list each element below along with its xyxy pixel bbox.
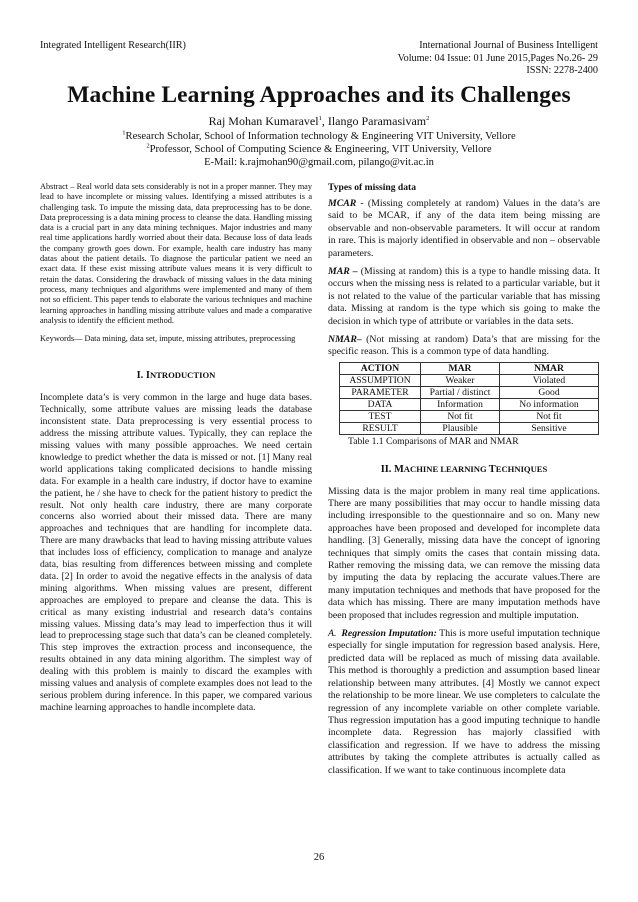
section-1-title-initial: I [145, 370, 150, 382]
nmar-text: (Not missing at random) Data’s that are missing for the specific reason. This is a common type of data handling. [328, 333, 600, 358]
author-emails: E-Mail: k.rajmohan90@gmail.com, pilango@vit.ac.in [204, 157, 434, 168]
right-column [328, 182, 600, 783]
subsection-a-title: Regression Imputation: [341, 628, 437, 640]
section-2-title-rest: ECHNIQUES [495, 463, 548, 474]
affiliation-2-mark: 2 [146, 142, 150, 150]
regression-paragraph [328, 628, 600, 777]
author-2-affil-mark: 2 [426, 115, 430, 122]
mcar-term: MCAR - [328, 197, 364, 209]
abstract: Abstract – Real world data sets considerably is not in a proper manner. They may lead to have incomplete or missing values. Identifying a missed attributes is a challenging task. To impute the missing data, data preprocessing has to be done. Data preprocessing is a data mining process to cleanse the data. Handling missing data is a crucial part in any data mining techniques. Major industries and many real time applications hardly worried about their data. Because loss of data leads the company growth goes down. For example, health care industry has many datas about the patient details. To diagnose the particular patient we need an exact data. If these exist missing attribute values means it is very difficult to retain the datas. Considering the drawback of missing values in the data mining process, many techniques and algorithms were implemented and many of them not so efficient. This paper tends to elaborate the various techniques and machine learning approaches in handling missing attribute values and made a comparative analysis to identify the efficient method. [40, 182, 312, 325]
table-cell: Good [500, 386, 599, 398]
section-2-body: Missing data is the major problem in many real time applications. There are many possibilities that may occur to handle missing data including irresponsible to the questionnaire and so on. Many new approaches have been proposed and developed for incomplete data handling. [3] Generally, missing data have the concept of ignoring techniques that simply omits the cases that contain missing data. Rather removing the missing data, we can remove the missing data by imputing the data by replacing the accurate values.There are many imputation techniques and methods that have proposed for the data which has missing. There are many imputation methods have been proposed that includes regression and multiple imputation. [328, 485, 600, 621]
table-caption: Table 1.1 Comparisons of MAR and NMAR [348, 435, 519, 447]
section-2-title-initial-2: T [488, 463, 496, 475]
subsection-a-label: A. [328, 628, 337, 640]
table-row [340, 374, 599, 386]
affiliation-2 [0, 144, 638, 157]
table-row [340, 386, 599, 398]
table-header: ACTION [340, 362, 421, 374]
table-header-row [340, 362, 599, 374]
author-list [0, 114, 638, 128]
mar-paragraph [328, 266, 600, 328]
affiliation-1-mark: 1 [122, 129, 126, 137]
mcar-text: (Missing completely at random) Values in the data’s are said to be MCAR, if any of the data item being missing are observable and non-observable parameters. It will occur at random in rare. This is majorly identified in observable and non – observable parameters. [328, 197, 601, 259]
table-cell: Not fit [500, 410, 599, 422]
table-cell: Weaker [421, 374, 500, 386]
table-cell: PARAMETER [340, 386, 421, 398]
table-cell: Partial / distinct [421, 386, 500, 398]
mcar-paragraph [328, 198, 600, 260]
journal-issn: ISSN: 2278-2400 [526, 65, 598, 77]
section-1-title-rest: NTRODUCTION [149, 370, 216, 381]
table-cell: Information [421, 398, 500, 410]
subsection-a-text: This is more useful imputation technique especially for single imputation for regression based analysis. Here, predicted data will be replaced as much of missing data available. This method is thoroughly a prediction and assumption based linear relationship between many attributes. [4] Mostly we cannot expect the relationship to be more linear. We use completers to calculate the regression of any incomplete variable on other complete variable. Thus regression imputation has a good imputing technique to handle incomplete data. Regression has majorly classified with classification and regression. If we have to address the missing attributes by taking the complete attributes is actually called as classification. If we want to take continuous incomplete data [328, 628, 600, 776]
author-name-2: Ilango Paramasivam [327, 114, 427, 128]
introduction-body: Incomplete data’s is very common in the large and huge data bases. Technically, some attribute values are missing leads the database inconsistent state. Data preprocessing is very essential process to address the missing attribute values. Typically, they can replace the missing values with many possible approaches. We need certain knowledge to predict whether the data is missed or not. [1] Many real world applications taking complicated decisions to handle missing data. For example in a health care industry, if doctor have to examine the patient, he / she have to check for the patient history to predict the result. Not only health care industry, there are many corporate concerns also worried about their missed data. There are many approaches and techniques that are handling for incomplete data. There are many drawbacks that lead to having missing attribute values that includes loss of efficiency, complication to manage and analyze data, bias resulting from differences between missing and complete data. [2] In order to avoid the negative effects in the analysis of data mining algorithms. When missing values are present, different approaches are employed to prepare and cleanse the data. This is critical as many existing industrial and research data’s contains missing values. Missing data’s may lead to imperfection thus it will lead to preprocessing stage such that data’s can be cleaned completely. This step improves the extraction process and inconsequence, the results obtained in any data mining algorithm. The simplest way of dealing with this problem is mainly to discard the examples with missing values and analysis of complete examples does not lead to the serious problem during inference. In this paper, we compared various machine learning approaches to handle incomplete data. [40, 392, 312, 713]
table-row [340, 410, 599, 422]
table-cell: Not fit [421, 410, 500, 422]
publisher-name: Integrated Intelligent Research(IIR) [40, 40, 186, 51]
mar-text: (Missing at random) this is a type to handle missing data. It occurs when the missing ness is related to a particular variable, but it is not related to the value of the particular variable that has missing data. Missing at random is the type which sis going to make the decision in which type of attribute or variables in the data sets. [328, 265, 600, 327]
nmar-paragraph [328, 334, 600, 359]
types-heading: Types of missing data [328, 182, 417, 193]
journal-volume: Volume: 04 Issue: 01 June 2015,Pages No.26- 29 [397, 52, 598, 64]
affiliation-2-text: Professor, School of Computing Science & Engineering, VIT University, Vellore [149, 144, 492, 155]
affiliation-1-text: Research Scholar, School of Information technology & Engineering VIT University, Vellore [125, 131, 516, 142]
table-cell: Sensitive [500, 422, 599, 434]
table-cell: ASSUMPTION [340, 374, 421, 386]
keywords: Keywords— Data mining, data set, impute, missing attributes, preprocessing [40, 334, 296, 344]
journal-name: International Journal of Business Intelligent [419, 40, 598, 51]
page-number: 26 [313, 852, 325, 863]
section-2-number: II. [380, 463, 392, 475]
mar-term: MAR – [328, 265, 358, 277]
author-1-affil-mark: 1 [318, 115, 322, 122]
journal-left-header [40, 40, 186, 53]
table-cell: TEST [340, 410, 421, 422]
left-column [40, 182, 312, 720]
table-header: NMAR [500, 362, 599, 374]
table-cell: No information [500, 398, 599, 410]
table-cell: Plausible [421, 422, 500, 434]
section-2-heading [328, 464, 600, 476]
section-2-title-mid: ACHINE LEARNING [403, 463, 489, 474]
nmar-term: NMAR– [328, 333, 362, 345]
section-1-heading [40, 370, 312, 382]
table-cell: Violated [500, 374, 599, 386]
table-row [340, 422, 599, 434]
author-name-1: Raj Mohan Kumaravel [208, 114, 319, 128]
section-2-title-initial: M [393, 463, 404, 475]
table-cell: DATA [340, 398, 421, 410]
journal-right-header [398, 40, 598, 78]
author-separator: , [321, 114, 328, 128]
table-cell: RESULT [340, 422, 421, 434]
paper-title: Machine Learning Approaches and its Challenges [67, 82, 571, 108]
table-header: MAR [421, 362, 500, 374]
mar-nmar-table [339, 362, 599, 435]
section-1-number: I. [136, 370, 144, 382]
table-row [340, 398, 599, 410]
affiliation-1 [0, 131, 638, 144]
